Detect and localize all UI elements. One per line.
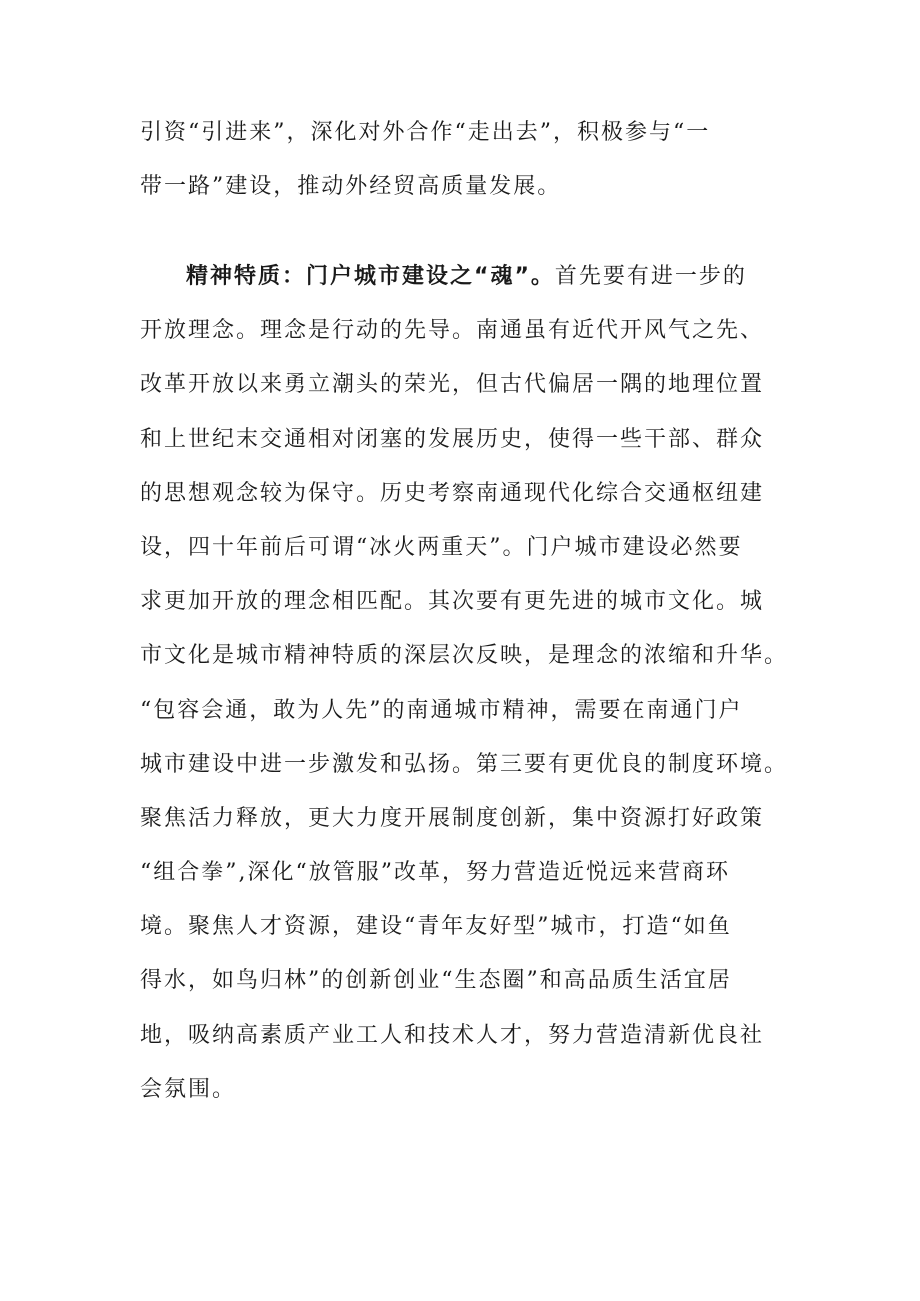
text-line: 的思想观念较为保守。历史考察南通现代化综合交通枢纽建 [140,480,765,506]
text-line: 设，四十年前后可谓“冰火两重天”。门户城市建设必然要 [140,534,743,560]
text-line-first [140,250,790,304]
text-line: 市文化是城市精神特质的深层次反映，是理念的浓缩和升华。 [140,643,789,669]
paragraph-trade [140,106,790,214]
text-line: 求更加开放的理念相匹配。其次要有更先进的城市文化。城 [140,589,765,615]
text-line: 得水，如鸟归林”的创新创业“生态圈”和高品质生活宜居 [140,968,732,994]
text-line: 和上世纪末交通相对闭塞的发展历史，使得一些干部、群众 [140,426,765,452]
section-heading: 精神特质：门户城市建设之“魂”。 [186,264,555,289]
text-line: “包容会通，敢为人先”的南通城市精神，需要在南通门户 [140,697,743,723]
text-line: 改革开放以来勇立潮头的荣光，但古代偏居一隅的地理位置 [140,372,765,398]
text-line: 境。聚焦人才资源，建设“青年友好型”城市，打造“如鱼 [140,914,732,940]
text-line: 带一路”建设，推动外经贸高质量发展。 [140,174,562,200]
text-line: 聚焦活力释放，更大力度开展制度创新，集中资源打好政策 [140,805,765,831]
text-line: 地，吸纳高素质产业工人和技术人才，努力营造清新优良社 [140,1022,765,1048]
text-run: 首先要有进一步的 [554,264,747,289]
text-line: “组合拳”,深化“放管服”改革，努力营造近悦远来营商环 [140,860,730,886]
text-line: 引资“引进来”，深化对外合作“走出去”，积极参与“一 [140,120,711,145]
text-line: 城市建设中进一步激发和弘扬。第三要有更优良的制度环境。 [140,751,789,777]
paragraph-spirit [140,250,790,1117]
text-line: 会氛围。 [140,1076,237,1102]
text-line: 开放理念。理念是行动的先导。南通虽有近代开风气之先、 [140,318,765,344]
